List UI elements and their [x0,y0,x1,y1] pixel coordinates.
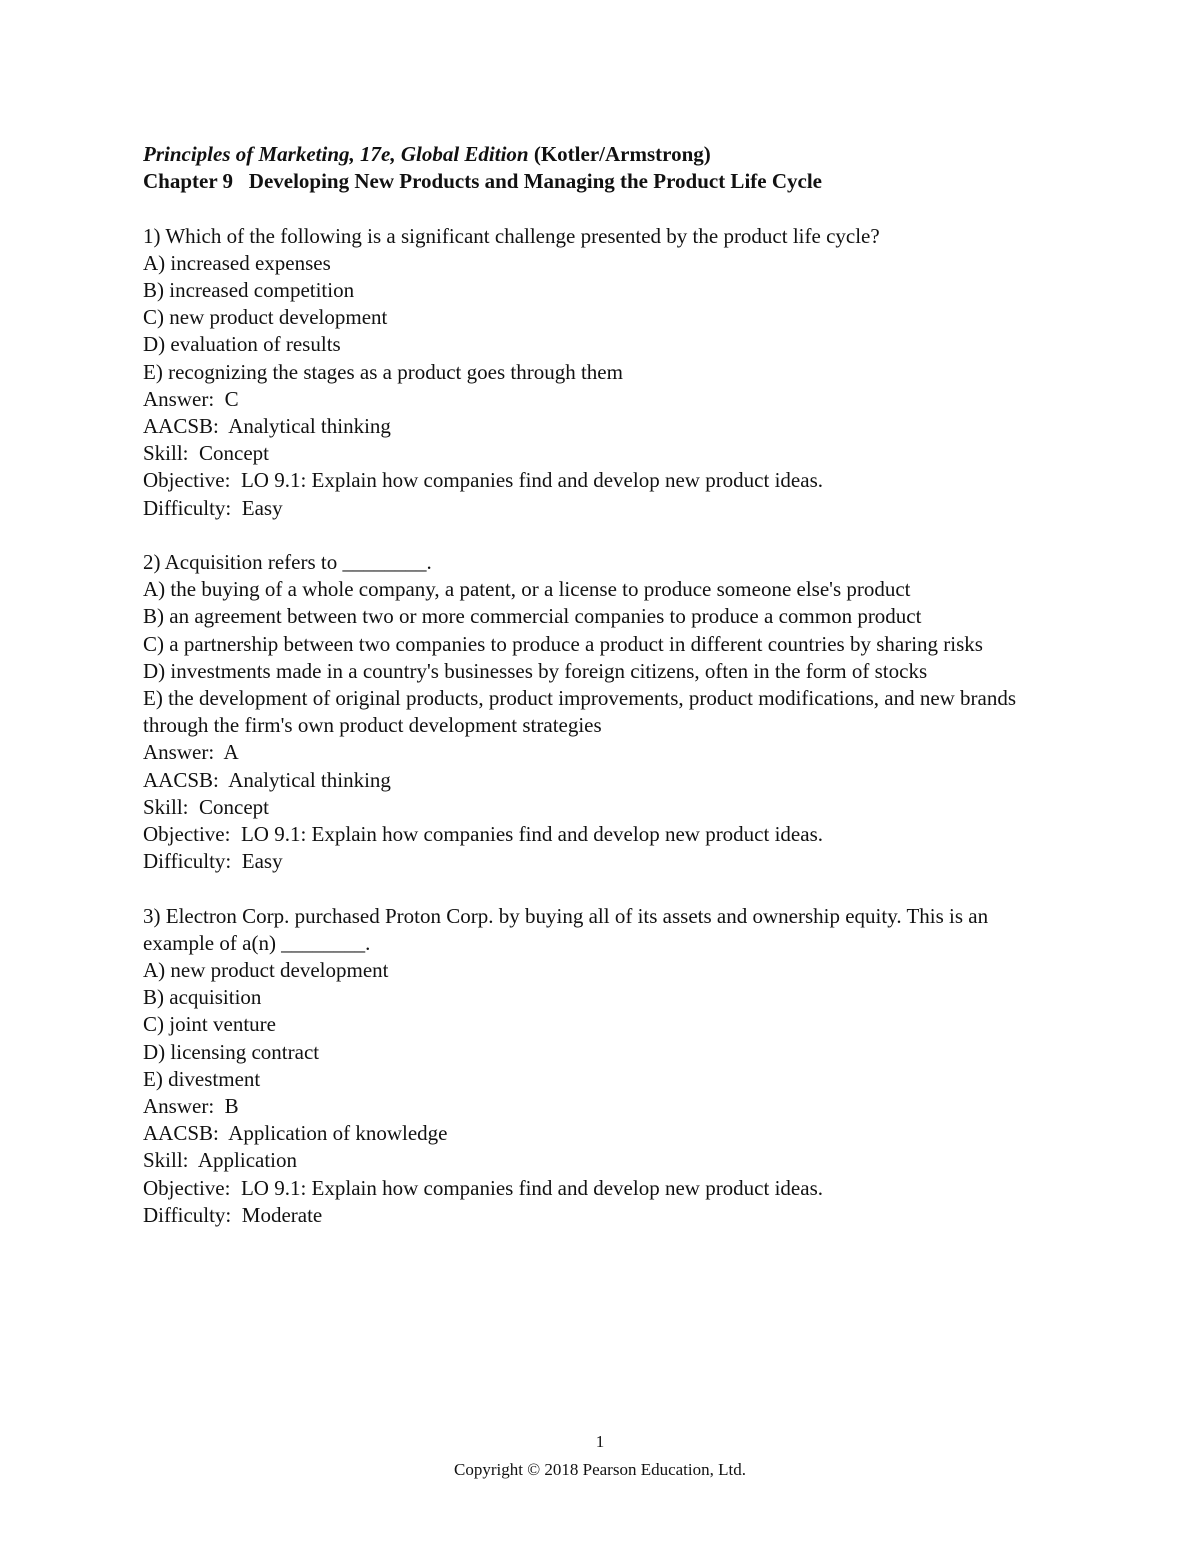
answer-option: C) joint venture [143,1012,276,1037]
answer-option: C) new product development [143,305,388,330]
answer-option: E) divestment [143,1066,261,1091]
difficulty-tag: Difficulty: Easy [143,849,283,874]
objective-tag: Objective: LO 9.1: Explain how companies find and develop new product ideas. [143,1175,823,1200]
answer-key: Answer: A [143,740,239,765]
answer-option: A) the buying of a whole company, a patent, or a license to produce someone else's product [143,577,911,602]
book-title-italic: Principles of Marketing, 17e, Global Edition [143,142,529,166]
spacer [143,522,1063,549]
answer-option: B) acquisition [143,985,262,1010]
copyright-notice: Copyright © 2018 Pearson Education, Ltd. [454,1460,746,1479]
objective-tag: Objective: LO 9.1: Explain how companies find and develop new product ideas. [143,468,823,493]
answer-option: A) new product development [143,958,389,983]
answer-option: E) recognizing the stages as a product goes through them [143,359,623,384]
answer-option: B) increased competition [143,278,355,302]
question-stem: 1) Which of the following is a significant challenge presented by the product life cycle? [143,223,880,248]
question-2 [143,549,1063,875]
answer-key: Answer: B [143,1094,239,1119]
answer-option: D) licensing contract [143,1039,320,1064]
skill-tag: Skill: Concept [143,794,269,819]
aacsb-tag: AACSB: Analytical thinking [143,767,391,792]
answer-option: D) evaluation of results [143,332,341,357]
page-content [143,141,1063,1229]
difficulty-tag: Difficulty: Moderate [143,1202,323,1227]
objective-tag: Objective: LO 9.1: Explain how companies find and develop new product ideas. [143,822,823,847]
answer-key: Answer: C [143,386,239,411]
answer-option: D) investments made in a country's businesses by foreign citizens, often in the form of stocks [143,658,928,683]
aacsb-tag: AACSB: Application of knowledge [143,1121,448,1146]
spacer [143,875,1063,902]
question-stem: 3) Electron Corp. purchased Proton Corp. by buying all of its assets and ownership equity. This is an example of a(n) ________. [143,903,989,955]
book-title [143,141,1063,168]
spacer [143,195,1063,222]
answer-option: C) a partnership between two companies to produce a product in different countries by sharing risks [143,631,983,656]
question-1 [143,223,1063,522]
skill-tag: Skill: Application [143,1148,298,1173]
answer-option: B) an agreement between two or more commercial companies to produce a common product [143,604,922,629]
answer-option: E) the development of original products, product improvements, product modifications, and new brands through the firm's own product development strategies [143,686,1017,738]
chapter-title: Chapter 9 Developing New Products and Managing the Product Life Cycle [143,169,822,194]
book-title-authors: (Kotler/Armstrong) [533,142,711,166]
question-stem: 2) Acquisition refers to ________. [143,550,432,575]
skill-tag: Skill: Concept [143,441,269,466]
page-number: 1 [595,1432,605,1451]
answer-option: A) increased expenses [143,250,331,275]
difficulty-tag: Difficulty: Easy [143,495,283,520]
question-3 [143,903,1063,1229]
aacsb-tag: AACSB: Analytical thinking [143,414,391,439]
